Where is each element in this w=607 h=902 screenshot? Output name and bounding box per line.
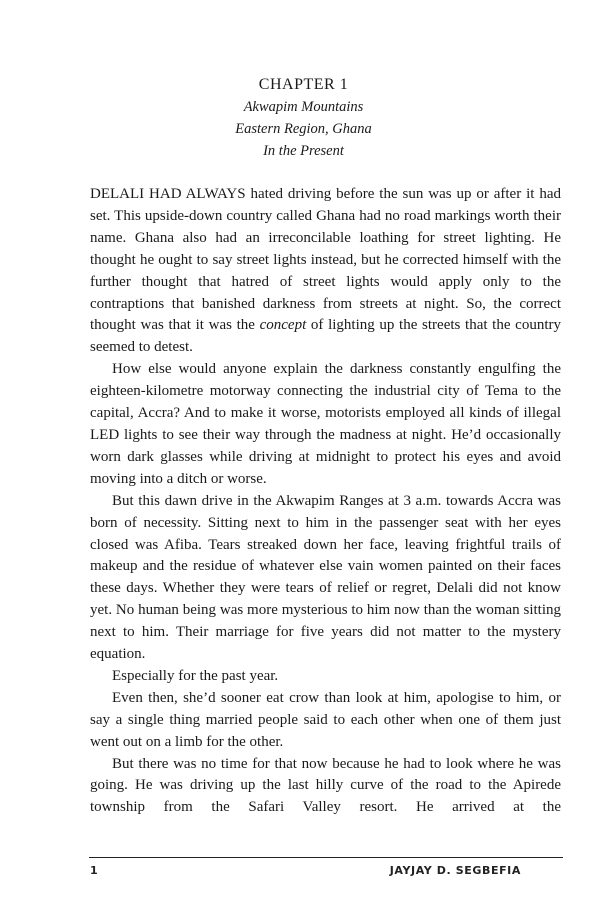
chapter-time-line: In the Present	[263, 143, 344, 159]
chapter-title: CHAPTER 1	[258, 76, 349, 93]
paragraph-4: Especially for the past year.	[112, 667, 279, 684]
paragraph-1-text-a: DELALI HAD ALWAYS hated driving before the sun was up or after it had set. This upside-down country called Ghana had no road markings worth their name. Ghana also had an irreconcilable loathing for street lighting. He thought he ought to say street lights instead, but he corrected himself with the further thought that hatred of street lights would apply only to the contraptions that banished darkness from streets at night. So, the correct thought was that it was the	[90, 186, 561, 334]
chapter-heading	[0, 74, 607, 162]
chapter-body	[90, 184, 561, 819]
paragraph-2: How else would anyone explain the darkness constantly engulfing the eighteen-kilometre motorway connecting the industrial city of Tema to the capital, Accra? And to make it worse, motorists employed all kinds of illegal LED lights to see their way through the madness at night. He’d occasionally worn dark glasses while driving at midnight to protect his eyes and avoid moving into a ditch or worse.	[90, 361, 561, 487]
chapter-location-line-1: Akwapim Mountains	[243, 99, 364, 115]
paragraph-1	[90, 184, 561, 359]
paragraph-1-text-b: of lighting up the streets that the country seemed to detest.	[90, 317, 561, 356]
paragraph-6: But there was no time for that now because he had to look where he was going. He was driving up the last hilly curve of the road to the Apirede township from the Safari Valley resort. He arrived at the	[90, 755, 561, 816]
footer-rule	[89, 857, 563, 858]
paragraph-3: But this dawn drive in the Akwapim Ranges at 3 a.m. towards Accra was born of necessity. Sitting next to him in the passenger seat with her eyes closed was Afiba. Tears streaked down her face, leaving frightful trails of makeup and the residue of whatever else vain women painted on their faces these days. Whether they were tears of relief or regret, Delali did not know yet. No human being was more mysterious to him now than the woman sitting next to him. Their marriage for five years did not matter to the mystery equation.	[90, 492, 561, 663]
paragraph-5: Even then, she’d sooner eat crow than look at him, apologise to him, or say a single thing married people said to each other when one of them just went out on a limb for the other.	[90, 689, 561, 750]
page-number: 1	[90, 864, 99, 877]
chapter-location-line-2: Eastern Region, Ghana	[235, 121, 372, 137]
paragraph-1-emphasis: concept	[259, 317, 307, 334]
running-head-author: JAYJAY D. SEGBEFIA	[389, 864, 521, 877]
